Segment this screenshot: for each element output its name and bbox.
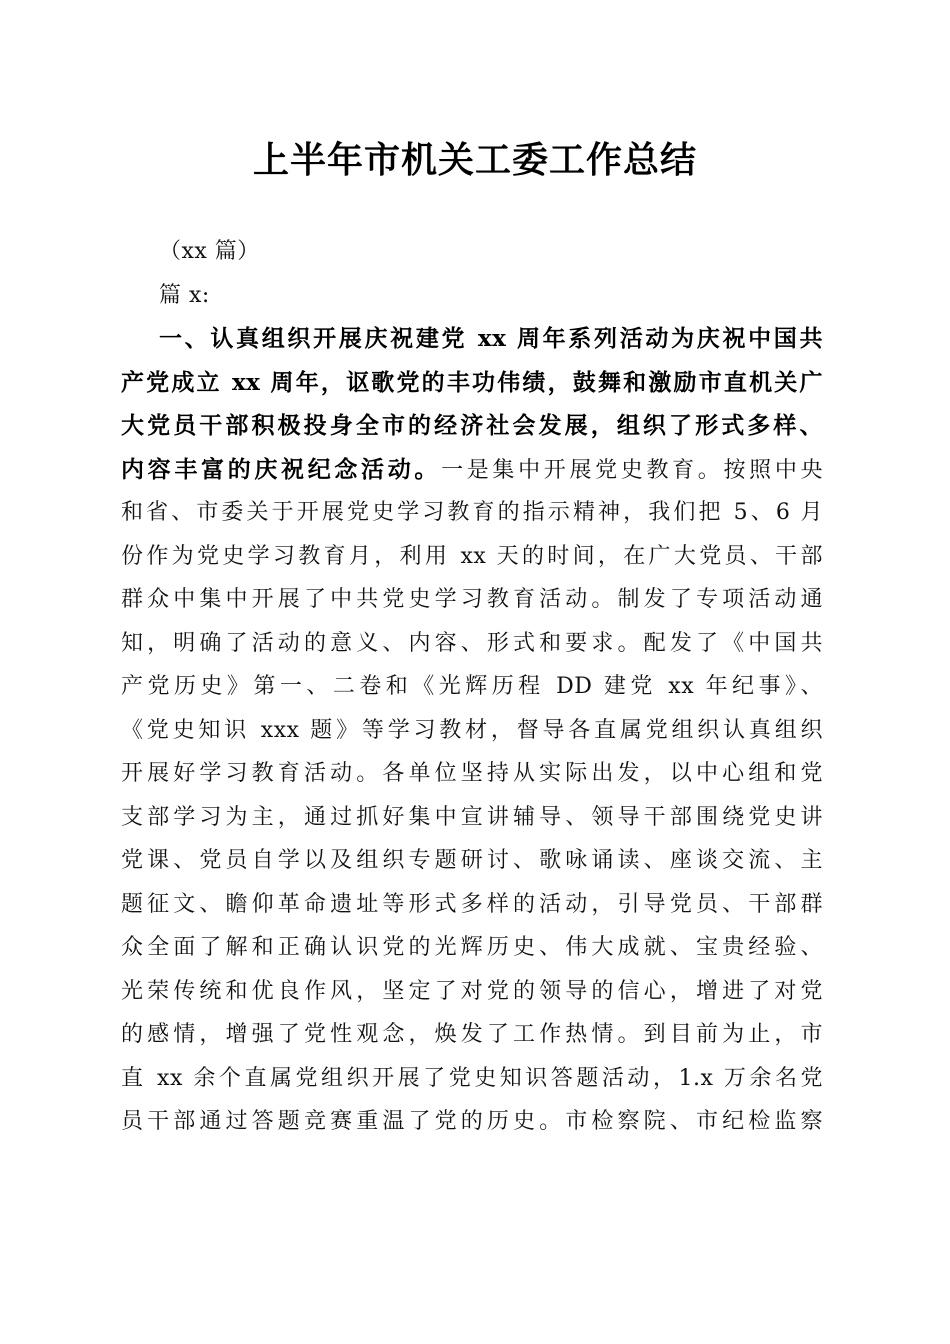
paragraph-line: 产党成立 xx 周年，讴歌党的丰功伟绩，鼓舞和激励市直机关广	[121, 368, 823, 396]
section-label: 篇 x:	[159, 282, 210, 308]
paragraph-line: 份作为党史学习教育月，利用 xx 天的时间，在广大党员、干部	[121, 543, 823, 569]
paragraph-line: 支部学习为主，通过抓好集中宣讲辅导、领导干部围绕党史讲	[121, 804, 823, 830]
paragraph-line: 大党员干部积极投身全市的经济社会发展，组织了形式多样、	[121, 412, 823, 439]
bold-heading-fragment: 内容丰富的庆祝纪念活动。	[121, 455, 442, 483]
paragraph-line: 的感情，增强了党性观念，焕发了工作热情。到目前为止，市	[121, 1022, 823, 1047]
paragraph-line: 众全面了解和正确认识党的光辉历史、伟大成就、宝贵经验、	[121, 935, 823, 960]
paragraph-line: 一、认真组织开展庆祝建党 xx 周年系列活动为庆祝中国共	[159, 325, 823, 352]
paragraph-line: 题征文、瞻仰革命遗址等形式多样的活动，引导党员、干部群	[121, 891, 823, 917]
paragraph-line: 群众中集中开展了中共党史学习教育活动。制发了专项活动通	[121, 587, 823, 612]
subtitle-line: （xx 篇）	[159, 239, 260, 264]
paragraph-line: 知，明确了活动的意义、内容、形式和要求。配发了《中国共	[121, 630, 823, 656]
paragraph-line: 直 xx 余个直属党组织开展了党史知识答题活动，1.x 万余名党	[121, 1065, 823, 1091]
paragraph-line: 光荣传统和优良作风，坚定了对党的领导的信心，增进了对党	[121, 978, 823, 1004]
paragraph-line: 产党历史》第一、二卷和《光辉历程 DD 建党 xx 年纪事》、	[121, 674, 823, 699]
body-text-fragment: 一是集中开展党史教育。按照中央	[441, 457, 823, 483]
document-body	[121, 230, 823, 1144]
paragraph-line	[121, 448, 823, 492]
paragraph-line: 员干部通过答题竞赛重温了党的历史。市检察院、市纪检监察	[121, 1109, 823, 1134]
paragraph-line: 开展好学习教育活动。各单位坚持从实际出发，以中心组和党	[121, 761, 823, 786]
paragraph-line: 党课、党员自学以及组织专题研讨、歌咏诵读、座谈交流、主	[121, 848, 823, 873]
paragraph-line: 和省、市委关于开展党史学习教育的指示精神，我们把 5、6 月	[121, 500, 823, 525]
paragraph-line: 《党史知识 xxx 题》等学习教材，督导各直属党组织认真组织	[121, 717, 823, 743]
document-title: 上半年市机关工委工作总结	[252, 139, 697, 181]
